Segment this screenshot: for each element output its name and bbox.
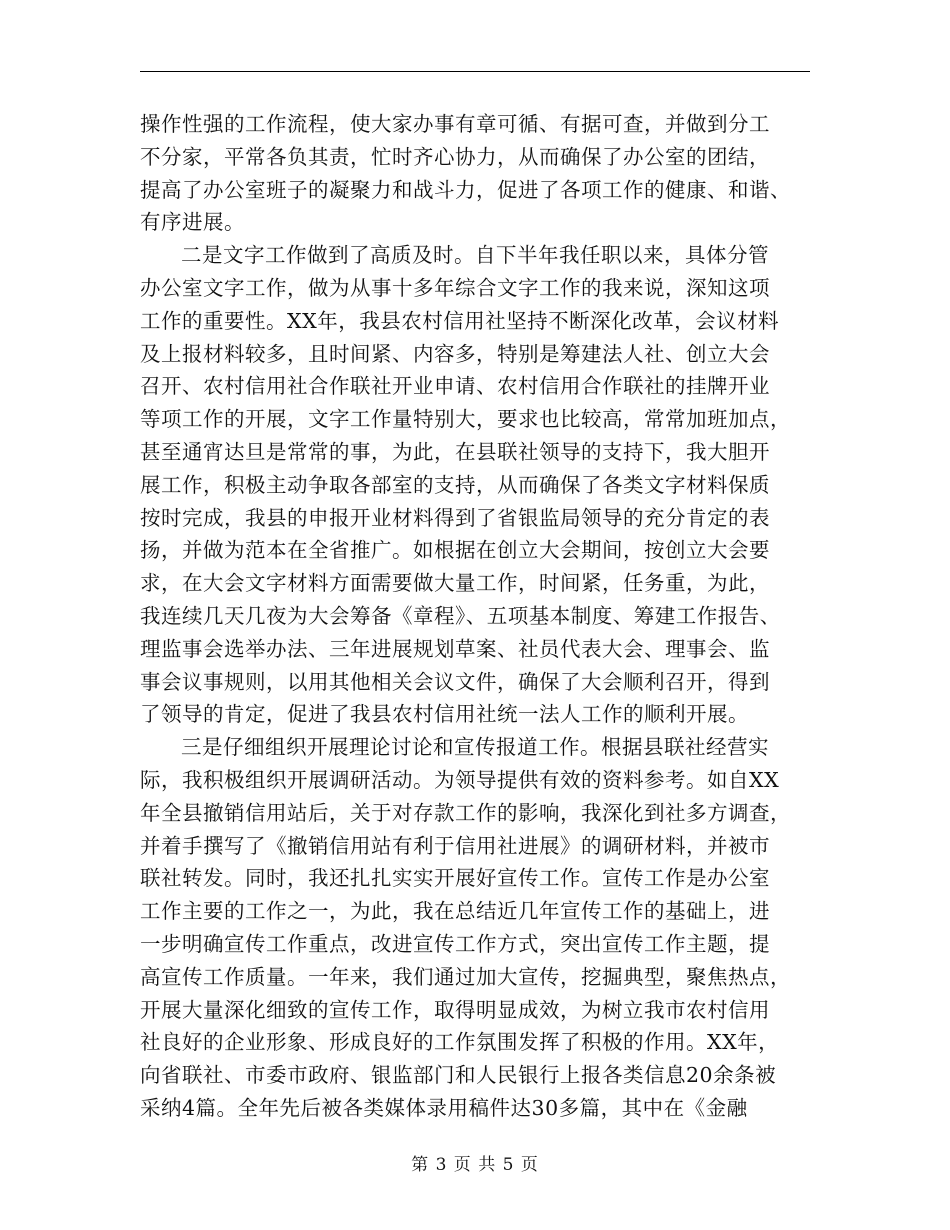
text-line: 联社转发。同时，我还扎扎实实开展好宣传工作。宣传工作是办公室 bbox=[140, 866, 770, 891]
text-line: 高宣传工作质量。一年来，我们通过加大宣传，挖掘典型，聚焦热点， bbox=[140, 964, 791, 989]
paragraph-start-line: 二是文字工作做到了高质及时。自下半年我任职以来，具体分管 bbox=[181, 243, 769, 268]
text-line: 操作性强的工作流程，使大家办事有章可循、有据可查，并做到分工 bbox=[140, 112, 770, 136]
text-line: 了领导的肯定，促进了我县农村信用社统一法人工作的顺利开展。 bbox=[140, 702, 749, 727]
text-line: 甚至通宵达旦是常常的事，为此，在县联社领导的支持下，我大胆开 bbox=[140, 439, 770, 464]
text-line: 采纳4篇。全年先后被各类媒体录用稿件达30多篇，其中在《金融 bbox=[140, 1095, 748, 1120]
body-text bbox=[140, 108, 820, 1125]
text-line: 不分家，平常各负其责，忙时齐心协力，从而确保了办公室的团结， bbox=[140, 144, 770, 169]
text-line: 年全县撤销信用站后，关于对存款工作的影响，我深化到社多方调查， bbox=[140, 800, 791, 825]
text-line: 开展大量深化细致的宣传工作，取得明显成效，为树立我市农村信用 bbox=[140, 997, 770, 1022]
header-rule bbox=[140, 71, 810, 72]
text-line: 求，在大会文字材料方面需要做大量工作，时间紧，任务重，为此， bbox=[140, 571, 770, 596]
text-line: 理监事会选举办法、三年进展规划草案、社员代表大会、理事会、监 bbox=[140, 636, 770, 661]
text-line: 际，我积极组织开展调研活动。为领导提供有效的资料参考。如自XX bbox=[140, 767, 780, 792]
text-line: 一步明确宣传工作重点，改进宣传工作方式，突出宣传工作主题，提 bbox=[140, 931, 770, 956]
text-line: 办公室文字工作，做为从事十多年综合文字工作的我来说，深知这项 bbox=[140, 275, 770, 300]
text-line: 并着手撰写了《撤销信用站有利于信用社进展》的调研材料，并被市 bbox=[140, 833, 770, 858]
text-line: 向省联社、市委市政府、银监部门和人民银行上报各类信息20余条被 bbox=[140, 1063, 777, 1088]
text-line: 展工作，积极主动争取各部室的支持，从而确保了各类文字材料保质 bbox=[140, 472, 770, 497]
text-line: 召开、农村信用社合作联社开业申请、农村信用合作联社的挂牌开业 bbox=[140, 374, 770, 399]
page-number-footer: 第 3 页 共 5 页 bbox=[411, 1155, 539, 1175]
text-line: 等项工作的开展，文字工作量特别大，要求也比较高，常常加班加点， bbox=[140, 407, 791, 432]
paragraph-start-line: 三是仔细组织开展理论讨论和宣传报道工作。根据县联社经营实 bbox=[181, 735, 769, 760]
text-line: 有序进展。 bbox=[140, 210, 245, 235]
text-line: 工作主要的工作之一，为此，我在总结近几年宣传工作的基础上，进 bbox=[140, 899, 770, 924]
text-line: 扬，并做为范本在全省推广。如根据在创立大会期间，按创立大会要 bbox=[140, 538, 770, 563]
text-line: 提高了办公室班子的凝聚力和战斗力，促进了各项工作的健康、和谐、 bbox=[140, 177, 791, 202]
text-line: 及上报材料较多，且时间紧、内容多，特别是筹建法人社、创立大会 bbox=[140, 341, 770, 366]
text-line: 社良好的企业形象、形成良好的工作氛围发挥了积极的作用。XX年， bbox=[140, 1030, 780, 1055]
text-line: 工作的重要性。XX年，我县农村信用社坚持不断深化改革，会议材料 bbox=[140, 308, 780, 333]
text-line: 我连续几天几夜为大会筹备《章程》、五项基本制度、筹建工作报告、 bbox=[140, 603, 781, 628]
text-line: 事会议事规则，以用其他相关会议文件，确保了大会顺利召开，得到 bbox=[140, 669, 770, 694]
text-line: 按时完成，我县的申报开业材料得到了省银监局领导的充分肯定的表 bbox=[140, 505, 770, 530]
